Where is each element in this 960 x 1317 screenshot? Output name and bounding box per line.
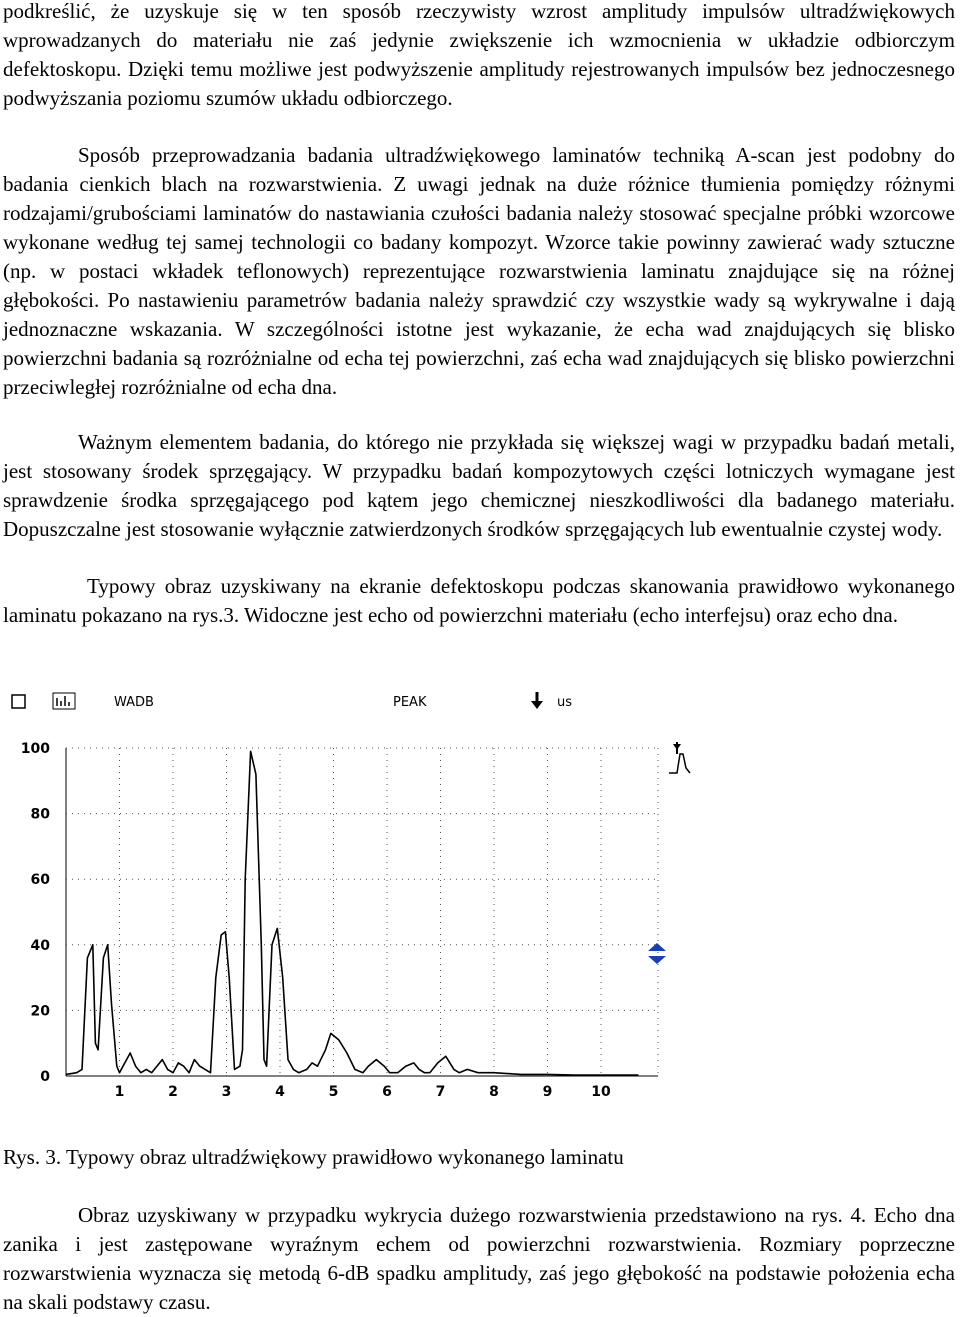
ascan-screen [0, 684, 700, 1104]
ascan-plot [21, 741, 658, 1100]
paragraph-3: Ważnym elementem badania, do którego nie przykłada się większej wagi w przypadku badań metali, jest stosowany środek sprzęgający. W przypadku badań kompozytowych części lotniczych wymagane jest sprawdzenie środka sprzęgającego pod kątem jego chemicznej nieszkodliwości dla badanego materiału. Dopuszczalne jest stosowanie wyłącznie zatwierdzonych środków sprzęgających lub ewentualnie czystej wody. [3, 430, 955, 541]
figure-caption: Rys. 3. Typowy obraz ultradźwiękowy prawidłowo wykonanego laminatu [3, 1145, 624, 1169]
unit-label: us [557, 695, 573, 710]
paragraph-1: podkreślić, że uzyskuje się w ten sposób rzeczywisty wzrost amplitudy impulsów ultradźwiękowych wprowadzanych do materiału nie zaś jedynie zwiększenie ich wzmocnienia w układzie odbiorczym defektoskopu. Dzięki temu możliwe jest podwyższenie amplitudy rejestrowanych impulsów bez jednoczesnego podwyższania poziomu szumów układu odbiorczego. [3, 0, 955, 110]
histogram-icon[interactable] [53, 693, 75, 709]
y-tick-label: 100 [20, 741, 50, 757]
down-arrow-icon[interactable] [531, 692, 543, 709]
x-tick-label: 3 [221, 1084, 232, 1100]
y-tick-label: 40 [30, 937, 50, 954]
signal-trace [66, 751, 638, 1075]
y-tick-label: 0 [40, 1069, 50, 1085]
gate-marker-icon[interactable] [669, 742, 690, 773]
paragraph-4: Typowy obraz uzyskiwany na ekranie defektoskopu podczas skanowania prawidłowo wykonanego laminatu pokazano na rys.3. Widoczne jest echo od powierzchni materiału (echo interfejsu) oraz echo dna. [3, 574, 955, 627]
mode-label: WADB [114, 695, 154, 710]
x-tick-label: 7 [435, 1084, 446, 1100]
x-tick-label: 4 [275, 1084, 285, 1100]
figure-toolbar [12, 692, 572, 710]
y-tick-label: 80 [30, 806, 50, 823]
x-tick-label: 2 [168, 1084, 178, 1100]
x-tick-label: 6 [382, 1084, 392, 1100]
x-tick-label: 10 [591, 1084, 611, 1100]
x-tick-label: 5 [328, 1084, 339, 1100]
paragraph-5: Obraz uzyskiwany w przypadku wykrycia dużego rozwarstwienia przedstawiono na rys. 4. Echo dna zanika i jest zastępowane wyraźnym echem od powierzchni rozwarstwienia. Rozmiary poprzeczne rozwarstwienia wyznacza się metodą 6-dB spadku amplitudy, zaś jego głębokość na podstawie położenia echa na skali podstawy czasu. [3, 1203, 955, 1314]
x-tick-label: 1 [114, 1084, 125, 1100]
level-arrows-icon[interactable] [648, 943, 666, 964]
paragraph-2: Sposób przeprowadzania badania ultradźwiękowego laminatów techniką A-scan jest podobny do badania cienkich blach na rozwarstwienia. Z uwagi jednak na duże różnice tłumienia pomiędzy różnymi rodzajami/grubościami laminatów do nastawiania czułości badania należy stosować specjalne próbki wzorcowe wykonane według tej samej technologii co badany kompozyt. Wzorce takie powinny zawierać wady sztuczne (np. w postaci wkładek teflonowych) reprezentujące rozwarstwienia laminatu znajdujące się na różnej głębokości. Po nastawieniu parametrów badania należy sprawdzić czy wszystkie wady są wykrywalne i dają jednoznaczne wskazania. W szczególności istotne jest wykazanie, że echa wad znajdujących się blisko powierzchni badania są rozróżnialne od echa tej powierzchni, zaś echa wad znajdujących się blisko powierzchni przeciwległej rozróżnialne od echa dna. [3, 143, 955, 399]
checkbox-icon[interactable] [12, 695, 25, 708]
ascan-figure [0, 684, 700, 1104]
x-tick-label: 8 [489, 1084, 499, 1100]
y-tick-label: 60 [30, 872, 50, 889]
x-tick-label: 9 [542, 1084, 553, 1100]
y-tick-label: 20 [30, 1003, 50, 1020]
peak-label: PEAK [393, 695, 427, 710]
